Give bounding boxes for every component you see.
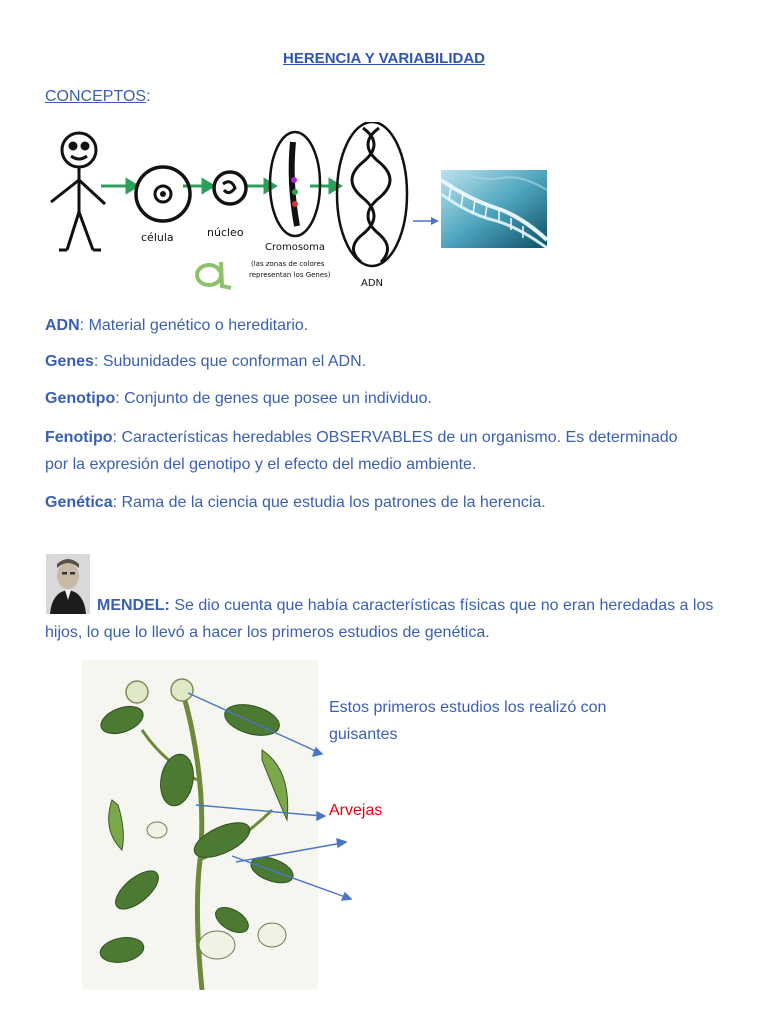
cell-label: célula: [141, 231, 174, 244]
definition-genetica-text: : Rama de la ciencia que estudia los patrones de la herencia.: [112, 494, 546, 511]
concepts-colon: :: [146, 88, 151, 105]
dna-label: ADN: [361, 278, 384, 289]
studies-note: Estos primeros estudios los realizó con guisantes: [329, 699, 607, 743]
peas-label: Arvejas: [329, 802, 383, 819]
definition-genes-text: : Subunidades que conforman el ADN.: [93, 353, 367, 370]
mendel-name: MENDEL:: [97, 597, 170, 614]
page-title: HERENCIA Y VARIABILIDAD: [283, 50, 485, 67]
chromosome-label: Cromosoma: [265, 242, 326, 253]
definition-fenotipo-text: : Características heredables OBSERVABLES de un organismo. Es determinado por la expresión del genotipo y el efecto del medio ambiente.: [45, 429, 678, 473]
chromosome-note-1: (las zonas de colores: [251, 260, 325, 268]
term-fenotipo: Fenotipo: [45, 429, 113, 446]
term-genes: Genes: [45, 353, 94, 370]
chromosome-note-2: representan los Genes): [249, 271, 331, 279]
concepts-label: CONCEPTOS: [45, 88, 147, 105]
nucleus-label: núcleo: [207, 226, 244, 239]
definition-genotipo-text: : Conjunto de genes que posee un individuo.: [115, 390, 432, 407]
term-adn: ADN: [45, 317, 80, 334]
definition-adn-text: : Material genético o hereditario.: [79, 317, 309, 334]
term-genotipo: Genotipo: [45, 390, 116, 407]
mendel-text: Se dio cuenta que había características físicas que no eran heredadas a los hijos, lo que lo llevó a hacer los primeros estudios de genética.: [45, 597, 714, 641]
term-genetica: Genética: [45, 494, 113, 511]
